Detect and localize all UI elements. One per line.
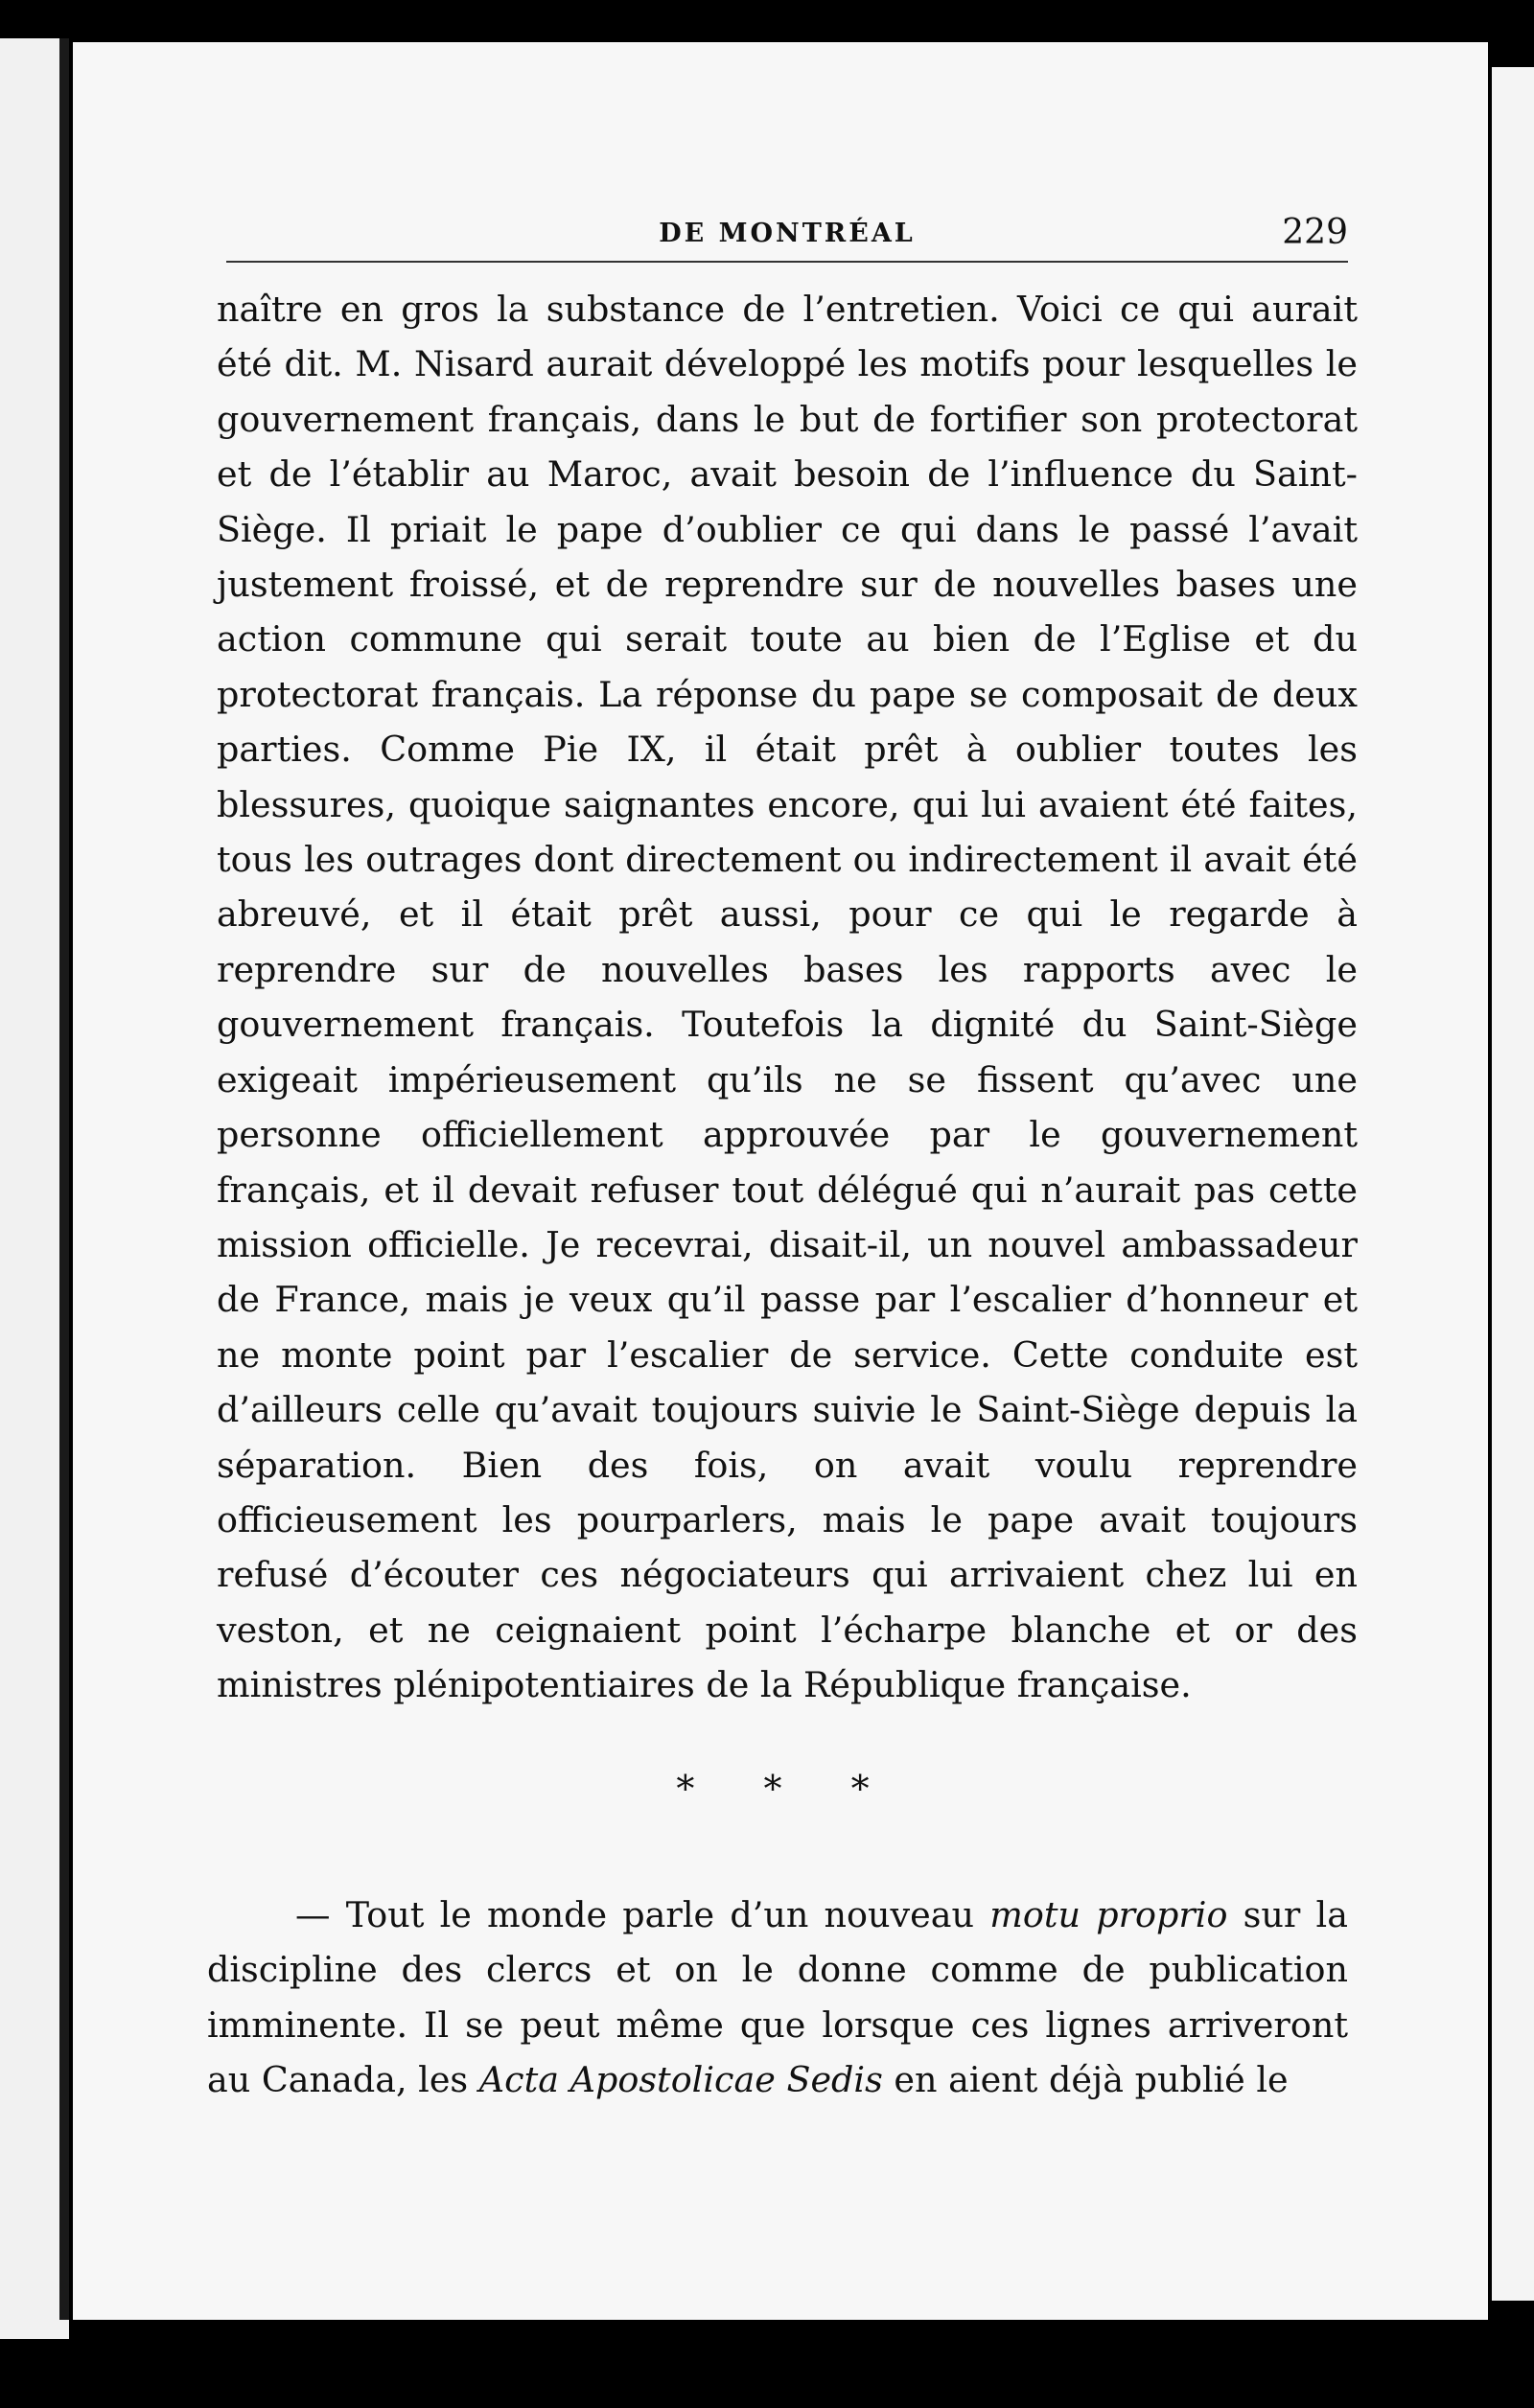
- paragraph-text: sur la discipline des clercs et on le donne comme de publication imminente. Il se peut même que lorsque ces lignes arriveront au Canada, les: [207, 1894, 1348, 2101]
- running-title: DE MONTRÉAL: [659, 219, 916, 248]
- section-separator: * * *: [676, 1768, 898, 1810]
- book-gutter: [59, 38, 69, 2320]
- italic-publication-title: Acta Apostolicae Sedis: [478, 2059, 883, 2101]
- paragraph-text: — Tout le monde parle d’un nouveau: [295, 1894, 990, 1935]
- running-head: [226, 174, 1348, 263]
- page-number: 229: [1282, 213, 1348, 252]
- continued-paragraph: naître en gros la substance de l’entretien. Voici ce qui aurait été dit. M. Nisard aurait développé les motifs pour lesquelles le gouvernement français, dans le but de fortifier son protectorat et de l’établir au Maroc, avait besoin de l’influence du Saint-Siège. Il priait le pape d’oublier ce qui dans le passé l’avait justement froissé, et de reprendre sur de nouvelles bases une action commune qui serait toute au bien de l’Eglise et du protectorat français. La réponse du pape se composait de deux parties. Comme Pie IX, il était prêt à oublier toutes les blessures, quoique saignantes encore, qui lui avaient été faites, tous les outrages dont directement ou indirectement il avait été abreuvé, et il était prêt aussi, pour ce qui le regarde à reprendre sur de nouvelles bases les rapports avec le gouvernement français. Toutefois la dignité du Saint-Siège exigeait impérieusement qu’ils ne se fissent qu’avec une personne officiellement approuvée par le gouvernement français, et il devait refuser tout délégué qui n’aurait pas cette mission officielle. Je recevrai, disait-il, un nouvel ambassadeur de France, mais je veux qu’il passe par l’escalier d’honneur et ne monte point par l’escalier de service. Cette conduite est d’ailleurs celle qu’avait toujours suivie le Saint-Siège depuis la séparation. Bien des fois, on avait voulu reprendre officieusement les pourparlers, mais le pape avait toujours refusé d’écouter ces négociateurs qui arrivaient chez lui en veston, et ne ceignaient point l’écharpe blanche et or des ministres plénipotentiaires de la République française.: [217, 289, 1358, 1706]
- paragraph-text: en aient déjà publié le: [882, 2059, 1289, 2101]
- book-page: [73, 42, 1488, 2320]
- body-text: [217, 282, 1358, 1713]
- new-paragraph: [207, 1887, 1348, 2108]
- page-stack-edge: [1492, 67, 1534, 2301]
- italic-term: motu proprio: [989, 1894, 1228, 1935]
